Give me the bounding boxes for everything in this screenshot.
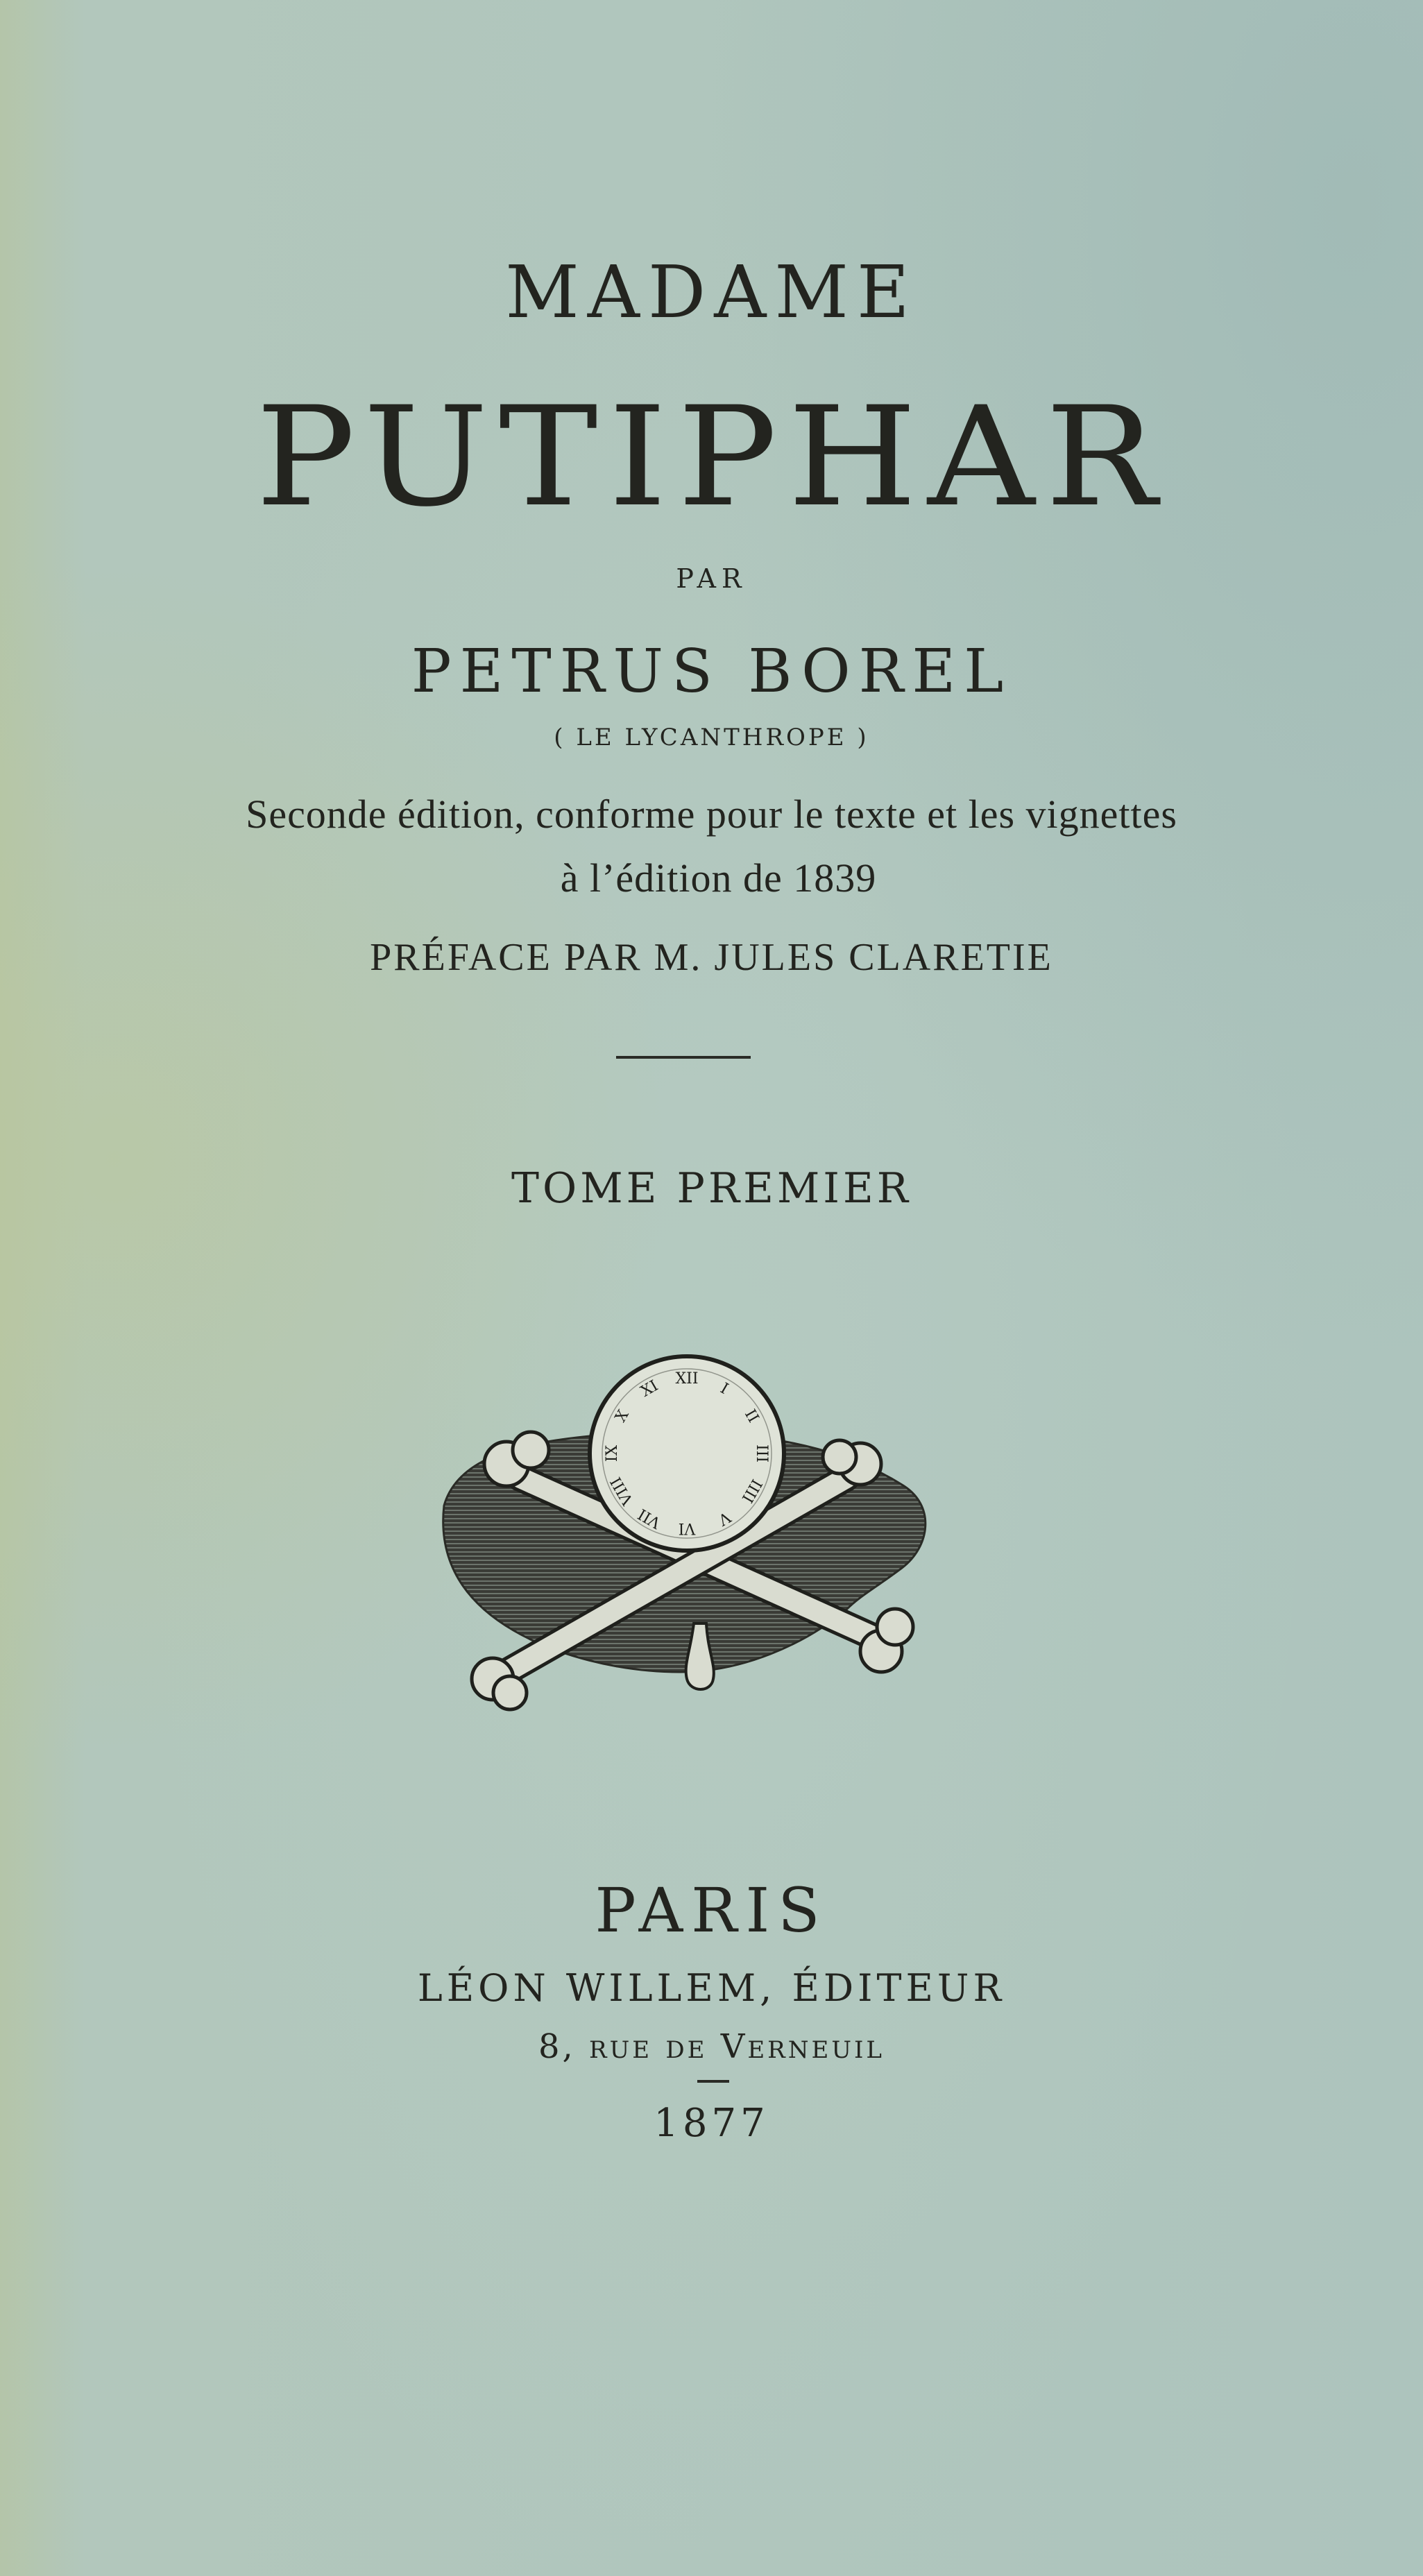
by-label: PAR <box>676 563 747 594</box>
edition-note-line2: à l’édition de 1839 <box>560 855 877 901</box>
edition-note-line1: Seconde édition, conforme pour le texte et les vignettes <box>246 792 1177 837</box>
clock-numeral: VII <box>635 1504 664 1532</box>
clock-numeral: III <box>753 1444 770 1463</box>
clock-numeral: IIII <box>738 1476 765 1506</box>
clock-numeral: I <box>717 1379 731 1398</box>
clock-numeral: VI <box>678 1519 696 1537</box>
clock-and-crossed-bones-icon <box>416 1346 944 1734</box>
volume-label: TOME PREMIER <box>511 1164 912 1213</box>
author-name: PETRUS BOREL <box>411 637 1012 706</box>
clock-numeral: VIII <box>607 1474 638 1508</box>
clock-numeral: XI <box>638 1377 662 1401</box>
title-line-putiphar: PUTIPHAR <box>255 377 1168 537</box>
imprint-dash <box>697 2080 729 2083</box>
clock-numeral: XII <box>675 1370 699 1388</box>
title-line-madame: MADAME <box>505 250 918 334</box>
clock-numeral: IX <box>604 1444 621 1462</box>
clock-numeral: V <box>715 1508 733 1528</box>
imprint-city: PARIS <box>595 1875 828 1946</box>
divider-rule <box>616 1056 751 1059</box>
author-nickname: ( LE LYCANTHROPE ) <box>554 724 869 751</box>
imprint-year: 1877 <box>654 2101 769 2146</box>
imprint-address: 8, rue de Verneuil <box>538 2027 885 2066</box>
preface-credit: PRÉFACE PAR M. JULES CLARETIE <box>370 936 1053 979</box>
imprint-publisher: LÉON WILLEM, ÉDITEUR <box>417 1966 1006 2010</box>
clock-numeral: X <box>612 1407 633 1426</box>
clock-numeral: II <box>740 1406 762 1426</box>
